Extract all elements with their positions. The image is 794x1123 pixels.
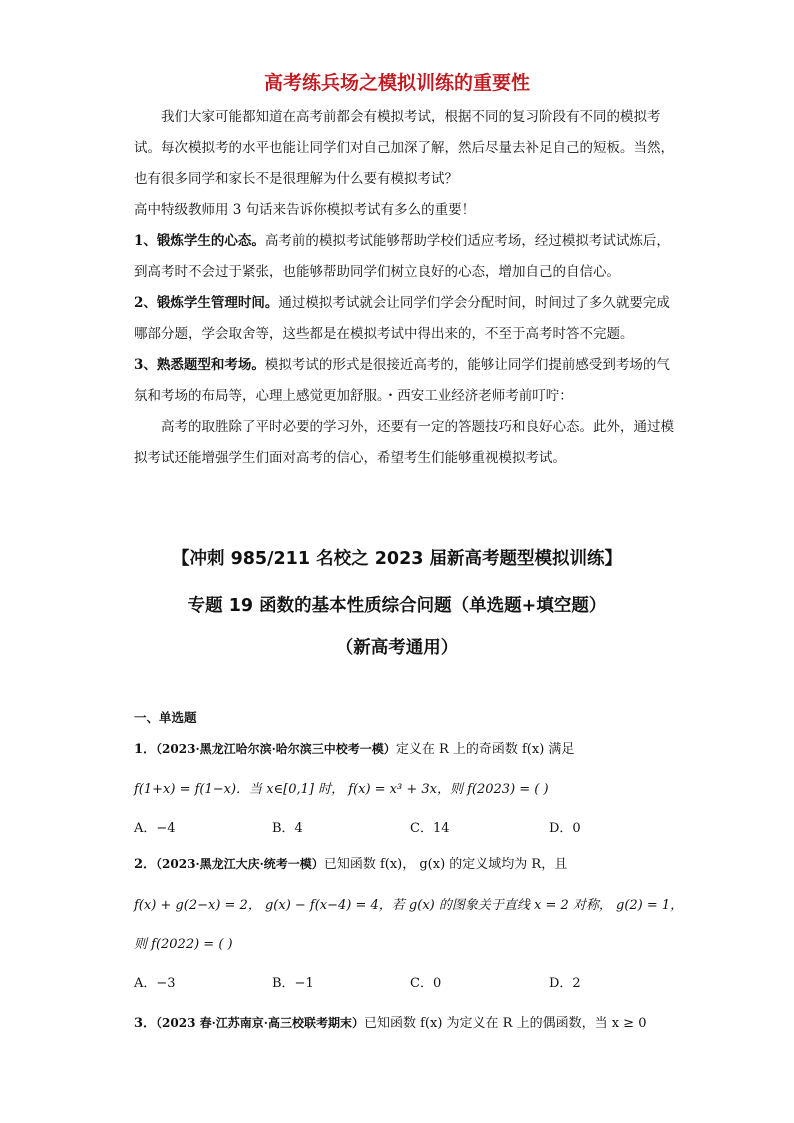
- question-1-option-d[interactable]: D．0: [549, 821, 581, 836]
- point-1-text: 高考前的模拟考试能够帮助学校们适应考场，经过模拟考试试炼后，到高考时不会过于紧张，也能够帮助同学们树立良好的心态，增加自己的自信心。: [134, 233, 670, 280]
- top-title: 高考练兵场之模拟训练的重要性: [263, 72, 530, 94]
- headline-line-2: 专题 19 函数的基本性质综合问题（单选题+填空题）: [187, 596, 607, 616]
- question-1-number: 1．: [134, 742, 157, 757]
- intro-point-2: [134, 288, 674, 350]
- question-2-stem-a: 已知函数 f(x)， g(x) 的定义域均为 R，且: [323, 857, 568, 872]
- question-1-stem-a: 定义在 R 上的奇函数 f(x) 满足: [395, 742, 575, 757]
- question-3-number: 3．: [134, 1016, 157, 1031]
- question-2-option-b[interactable]: B．−1: [272, 976, 314, 991]
- point-1-heading: 1、锻炼学生的心态。: [134, 233, 265, 249]
- question-2-line-3: [134, 933, 233, 952]
- point-2-text: 通过模拟考试就会让同学们学会分配时间，时间过了多久就要完成哪部分题，学会取舍等，这些都是在模拟考试中得出来的，不至于高考时答不完题。: [134, 295, 670, 342]
- intro-block: [134, 102, 674, 474]
- question-2-option-a[interactable]: A．−3: [134, 976, 176, 991]
- intro-paragraph-1: 我们大家可能都知道在高考前都会有模拟考试，根据不同的复习阶段有不同的模拟考试。每次模拟考的水平也能让同学们对自己加深了解，然后尽量去补足自己的短板。当然，也有很多同学和家长不是很理解为什么要有模拟考试？: [134, 109, 674, 187]
- question-2-option-d[interactable]: D．2: [549, 976, 581, 991]
- question-2-source: （2023·黑龙江大庆·统考一模）: [156, 857, 324, 871]
- question-1-line-2: [134, 778, 549, 797]
- intro-point-3: [134, 350, 674, 412]
- question-2-number: 2．: [134, 857, 157, 872]
- question-2-stem-c: 则 f(2022) = ( ): [134, 937, 233, 952]
- question-1-option-b[interactable]: B．4: [272, 821, 303, 836]
- question-2-line-1: [134, 853, 567, 872]
- question-1-stem-b: f(1+x) = f(1−x)．当 x∈[0,1] 时， f(x) = x³ + 3x，则 f(2023) = ( ): [134, 782, 549, 797]
- question-3-line-1: [134, 1012, 646, 1031]
- headline-line-1: 【冲刺 985/211 名校之 2023 届新高考题型模拟训练】: [171, 549, 623, 569]
- question-3-stem-a: 已知函数 f(x) 为定义在 R 上的偶函数，当 x ≥ 0: [363, 1016, 647, 1031]
- question-1-option-c[interactable]: C．14: [410, 821, 450, 836]
- question-2-stem-b: f(x) + g(2−x) = 2， g(x) − f(x−4) = 4，若 g(x) 的图象关于直线 x = 2 对称， g(2) = 1，: [134, 898, 684, 913]
- section-label: 一、单选题: [134, 710, 197, 725]
- question-2-line-2: [134, 894, 683, 913]
- point-3-text: 模拟考试的形式是很接近高考的，能够让同学们提前感受到考场的气氛和考场的布局等，心理上感觉更加舒服。・西安工业经济老师考前叮咛：: [134, 357, 670, 404]
- question-2-option-c[interactable]: C．0: [410, 976, 442, 991]
- point-2-heading: 2、锻炼学生管理时间。: [134, 295, 279, 311]
- intro-point-1: [134, 226, 674, 288]
- question-1-option-a[interactable]: A．−4: [134, 821, 176, 836]
- intro-paragraph-3: 高考的取胜除了平时必要的学习外，还要有一定的答题技巧和良好心态。此外，通过模拟考试还能增强学生们面对高考的信心，希望考生们能够重视模拟考试。: [134, 419, 674, 466]
- question-3-source: （2023 春·江苏南京·高三校联考期末）: [156, 1016, 364, 1030]
- question-1-source: （2023·黑龙江哈尔滨·哈尔滨三中校考一模）: [156, 742, 396, 756]
- question-1-line-1: [134, 738, 574, 757]
- point-3-heading: 3、熟悉题型和考场。: [134, 357, 265, 373]
- intro-paragraph-2: 高中特级教师用 3 句话来告诉你模拟考试有多么的重要！: [134, 202, 476, 218]
- headline-line-3: （新高考通用）: [335, 638, 459, 658]
